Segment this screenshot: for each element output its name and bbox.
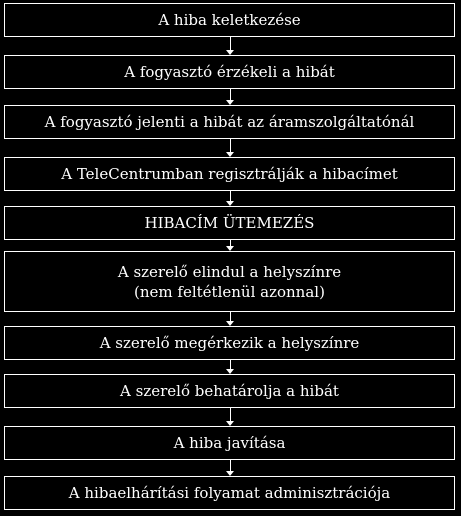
flow-step-1 [4, 3, 455, 37]
flow-step-label: A fogyasztó jelenti a hibát az áramszolgáltatónál [44, 113, 415, 131]
flow-step-label: (nem feltétlenül azonnal) [134, 282, 325, 301]
flow-step-8 [4, 374, 455, 408]
flow-connector-line [230, 37, 231, 50]
flow-connector-line [230, 408, 231, 421]
flow-step-label: A hiba javítása [173, 434, 286, 452]
flow-step-label: A hibaelhárítási folyamat adminisztrációja [68, 484, 391, 502]
flow-step-label: A hiba keletkezése [158, 11, 301, 29]
flow-step-10 [4, 476, 455, 510]
flow-step-9 [4, 426, 455, 460]
flow-step-label: A TeleCentrumban regisztrálják a hibacímet [61, 165, 398, 183]
flow-connector-line [230, 460, 231, 471]
flow-step-label: A szerelő elindul a helyszínre [117, 262, 342, 281]
flow-step-2 [4, 55, 455, 89]
flow-step-6 [4, 251, 455, 312]
flow-step-3 [4, 105, 455, 139]
flow-step-7 [4, 326, 455, 360]
flow-step-label: A szerelő behatárolja a hibát [120, 382, 339, 400]
flow-connector-line [230, 191, 231, 201]
flow-step-5 [4, 206, 455, 240]
flow-step-label: A fogyasztó érzékeli a hibát [124, 63, 335, 81]
flow-connector-line [230, 360, 231, 369]
flow-connector-line [230, 89, 231, 100]
flow-step-4 [4, 157, 455, 191]
flow-step-label: HIBACÍM ÜTEMEZÉS [144, 214, 315, 232]
flow-connector-line [230, 139, 231, 152]
flow-step-label: A szerelő megérkezik a helyszínre [99, 334, 360, 352]
flow-connector-line [230, 312, 231, 321]
